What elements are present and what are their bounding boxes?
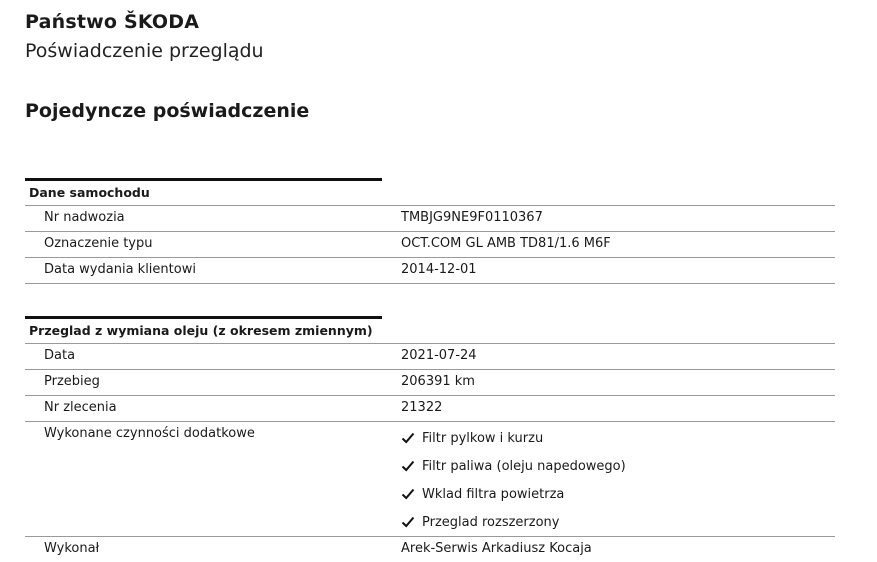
row-value: TMBJG9NE9F0110367 <box>401 210 543 225</box>
row-label: Data <box>44 348 76 363</box>
page-heading: Pojedyncze poświadczenie <box>25 100 310 122</box>
row-value: 2014-12-01 <box>401 262 477 277</box>
list-item <box>401 452 626 480</box>
check-icon <box>401 431 415 445</box>
check-icon <box>401 459 415 473</box>
row-label: Wykonał <box>44 541 100 556</box>
section-header <box>25 316 382 343</box>
row-label: Data wydania klientowi <box>44 262 196 277</box>
list-item-label: Przeglad rozszerzony <box>422 514 560 530</box>
table-row <box>25 344 835 370</box>
row-value: 21322 <box>401 400 443 415</box>
table-row <box>25 258 835 284</box>
table-row <box>25 537 835 562</box>
row-label: Oznaczenie typu <box>44 236 153 251</box>
row-label: Przebieg <box>44 374 100 389</box>
list-item-label: Wklad filtra powietrza <box>422 486 565 502</box>
additional-work-list <box>401 424 626 536</box>
row-value: Arek-Serwis Arkadiusz Kocaja <box>401 541 592 556</box>
row-value: 206391 km <box>401 374 475 389</box>
table-row <box>25 370 835 396</box>
table-row <box>25 232 835 258</box>
list-item-label: Filtr paliwa (oleju napedowego) <box>422 458 626 474</box>
section-title: Przeglad z wymiana oleju (z okresem zmiennym) <box>29 323 373 338</box>
row-value: 2021-07-24 <box>401 348 477 363</box>
brand-title: Państwo ŠKODA <box>25 11 200 33</box>
list-item <box>401 480 626 508</box>
check-icon <box>401 515 415 529</box>
row-label: Wykonane czynności dodatkowe <box>44 426 255 441</box>
table-row <box>25 206 835 232</box>
table-row <box>25 396 835 422</box>
section-header <box>25 178 382 205</box>
check-icon <box>401 487 415 501</box>
section-title: Dane samochodu <box>29 185 150 200</box>
list-item-label: Filtr pylkow i kurzu <box>422 430 544 446</box>
list-item <box>401 424 626 452</box>
list-item <box>401 508 626 536</box>
car-data-section <box>25 178 835 277</box>
service-section <box>25 316 835 556</box>
row-label: Nr nadwozia <box>44 210 125 225</box>
row-label: Nr zlecenia <box>44 400 117 415</box>
table-row-additional-work <box>25 422 835 537</box>
page-subtitle: Poświadczenie przeglądu <box>25 40 264 62</box>
row-value: OCT.COM GL AMB TD81/1.6 M6F <box>401 236 611 251</box>
